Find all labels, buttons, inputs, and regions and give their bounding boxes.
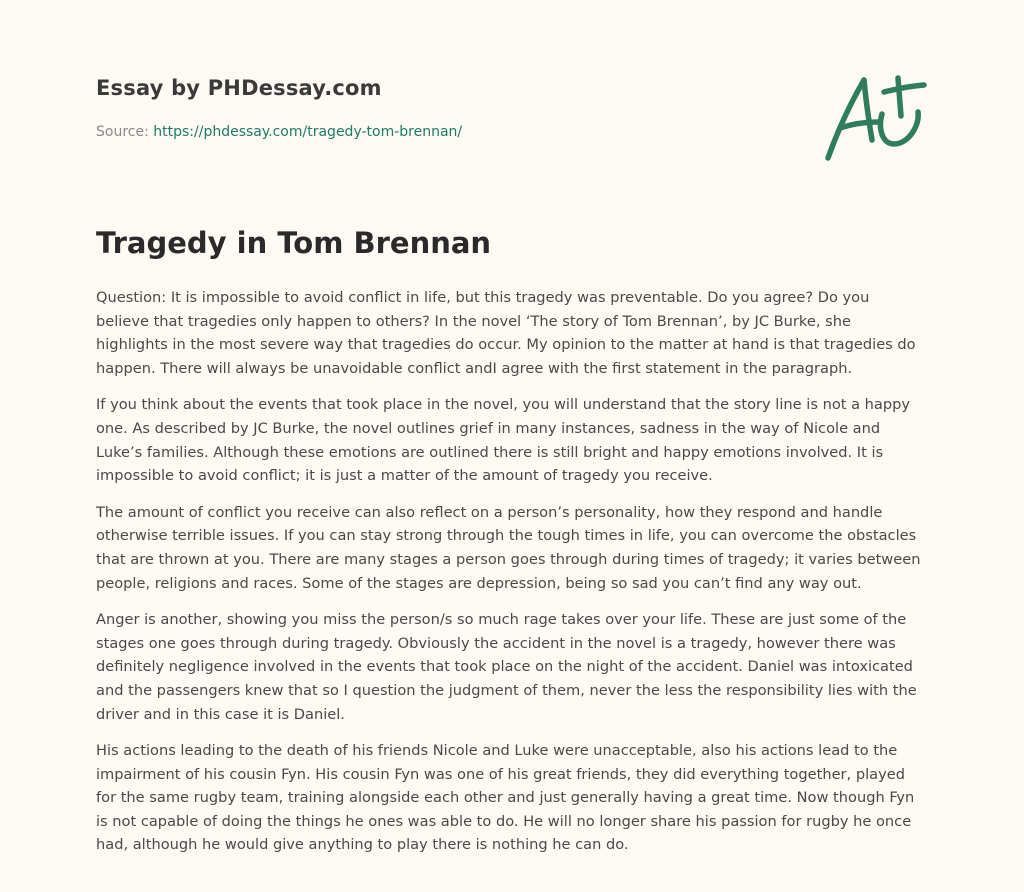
document-title: Tragedy in Tom Brennan bbox=[96, 226, 492, 260]
paragraph: Anger is another, showing you miss the person/s so much rage takes over your life. These are just some of the stages one goes through during tragedy. Obviously the accident in the novel is a tragedy, however there was definitely negligence involved in the events that took place on the night of the accident. Daniel was intoxicated and the passengers knew that so I question the judgment of them, never the less the responsibility lies with the driver and in this case it is Daniel. bbox=[96, 611, 917, 723]
logo-plus-vertical bbox=[898, 78, 901, 116]
paragraph: If you think about the events that took place in the novel, you will understand that the story line is not a happy one. As described by JC Burke, the novel outlines grief in many instances, sadness in the way of Nicole and Luke’s families. Although these emotions are outlined there is still bright and happy emotions involved. It is impossible to avoid conflict; it is just a matter of the amount of tragedy you receive. bbox=[96, 396, 911, 485]
source-label: Source: bbox=[96, 124, 149, 140]
logo-a-right-stroke bbox=[864, 80, 872, 140]
logo-plus-horizontal bbox=[884, 85, 924, 92]
paragraph: His actions leading to the death of his friends Nicole and Luke were unacceptable, also his actions lead to the impairment of his cousin Fyn. His cousin Fyn was one of his great friends, they did everything together, played for the same rugby team, training alongside each other and just generally having a great time. Now though Fyn is not capable of doing the things he ones was able to do. He will no longer share his passion for rugby he once had, although he would give anything to play there is nothing he can do. bbox=[96, 742, 915, 854]
source-link[interactable]: https://phdessay.com/tragedy-tom-brennan/ bbox=[153, 124, 463, 140]
source-line bbox=[96, 124, 462, 140]
article-body bbox=[96, 286, 926, 870]
paragraph: The amount of conflict you receive can also reflect on a person’s personality, how they respond and handle otherwise terrible issues. If you can stay strong through the tough times in life, you can overcome the obstacles that are thrown at you. There are many stages a person goes through during times of tragedy; it varies between people, religions and races. Some of the stages are depression, being so sad you can’t find any way out. bbox=[96, 503, 921, 592]
logo-a-left-stroke bbox=[828, 80, 864, 158]
site-title: Essay by PHDessay.com bbox=[96, 76, 382, 100]
a-plus-grade-logo-icon bbox=[820, 68, 930, 164]
paragraph: Question: It is impossible to avoid conflict in life, but this tragedy was preventable. Do you agree? Do you believe that tragedies only happen to others? In the novel ‘The story of Tom Brennan’, by JC Burke, she highlights in the most severe way that tragedies do occur. My opinion to the matter at hand is that tragedies do happen. There will always be unavoidable conflict andI agree with the first statement in the paragraph. bbox=[96, 289, 916, 377]
